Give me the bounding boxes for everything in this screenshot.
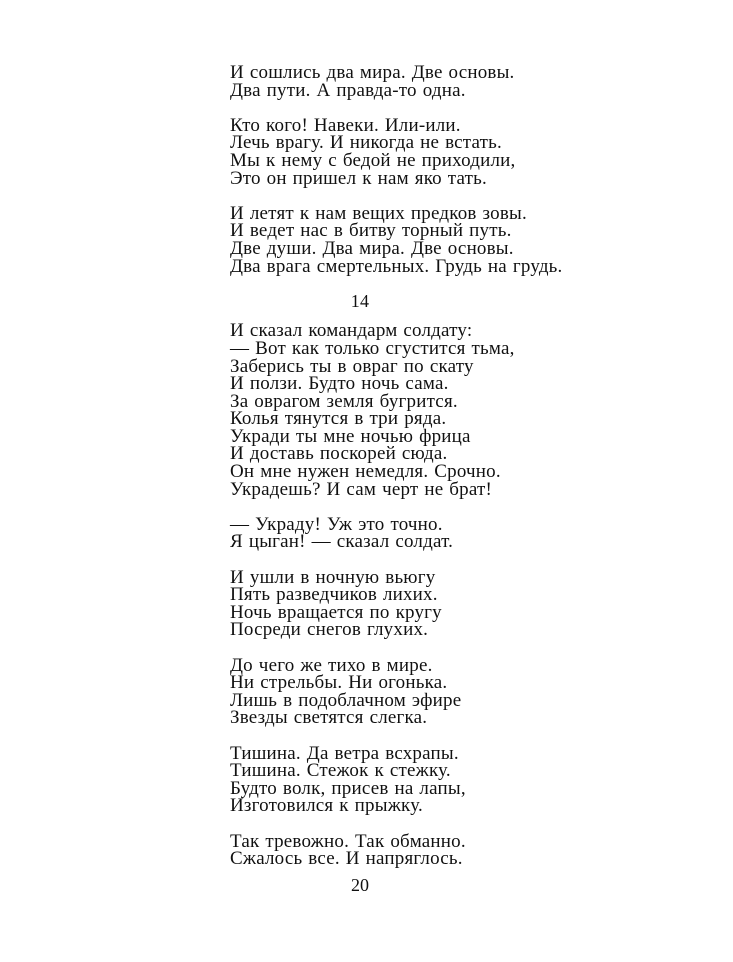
poem-line: Украдешь? И сам черт не брат! [230,478,493,500]
poem-line: Сжалось все. И напряглось. [230,848,463,870]
poem-text [230,64,670,868]
poem-line: — Вот как только сгустится тьма, [230,337,515,359]
poem-line: Ночь вращается по кругу [230,601,442,623]
poem-line: Два пути. А правда-то одна. [230,79,466,101]
stanza [230,64,670,99]
stanza [230,566,670,641]
poem-line: — Украду! Уж это точно. [230,513,443,535]
poem-line: Ни стрельбы. Ни огонька. [230,672,448,694]
stanza [230,742,670,817]
poem-line: Я цыган! — сказал солдат. [230,531,454,553]
stanza [230,322,670,498]
page-number: 20 [351,875,369,895]
poem-line: Укради ты мне ночью фрица [230,425,471,447]
poem-line: И сказал командарм солдату: [230,320,473,342]
poem-line: И ведет нас в битву торный путь. [230,220,512,242]
stanza [230,202,670,277]
poem-line: Тишина. Да ветра всхрапы. [230,742,459,764]
poem-line: Лишь в подоблачном эфире [230,689,462,711]
poem-line: Так тревожно. Так обманно. [230,830,466,852]
poem-line: И ползи. Будто ночь сама. [230,373,449,395]
poem-line: Колья тянутся в три ряда. [230,408,447,430]
poem-line: Он мне нужен немедля. Срочно. [230,461,501,483]
poem-line: Изготовился к прыжку. [230,795,423,817]
poem-line: И доставь поскорей сюда. [230,443,448,465]
poem-line: Лечь врагу. И никогда не встать. [230,132,502,154]
poem-line: Кто кого! Навеки. Или-или. [230,114,461,136]
stanza [230,830,670,870]
stanza [230,114,670,189]
poem-line: И летят к нам вещих предков зовы. [230,202,527,224]
poem-line: За оврагом земля бугрится. [230,390,458,412]
poem-line: Два врага смертельных. Грудь на грудь. [230,255,563,277]
section-number: 14 [350,290,370,311]
stanza [230,513,670,553]
stanza [230,654,670,729]
poem-line: Мы к нему с бедой не приходили, [230,149,516,171]
poem-line: Звезды светятся слегка. [230,707,428,729]
poem-line: И ушли в ночную вьюгу [230,566,436,588]
poem-line: До чего же тихо в мире. [230,654,433,676]
poem-line: Это он пришел к нам яко тать. [230,167,488,189]
poem-line: Посреди снегов глухих. [230,619,429,641]
poem-line: Пять разведчиков лихих. [230,584,438,606]
poem-line: Две души. Два мира. Две основы. [230,237,514,259]
poem-line: Заберись ты в овраг по скату [230,355,474,377]
poem-line: Будто волк, присев на лапы, [230,777,466,799]
poem-line: Тишина. Стежок к стежку. [230,760,451,782]
poem-line: И сошлись два мира. Две основы. [230,62,515,83]
